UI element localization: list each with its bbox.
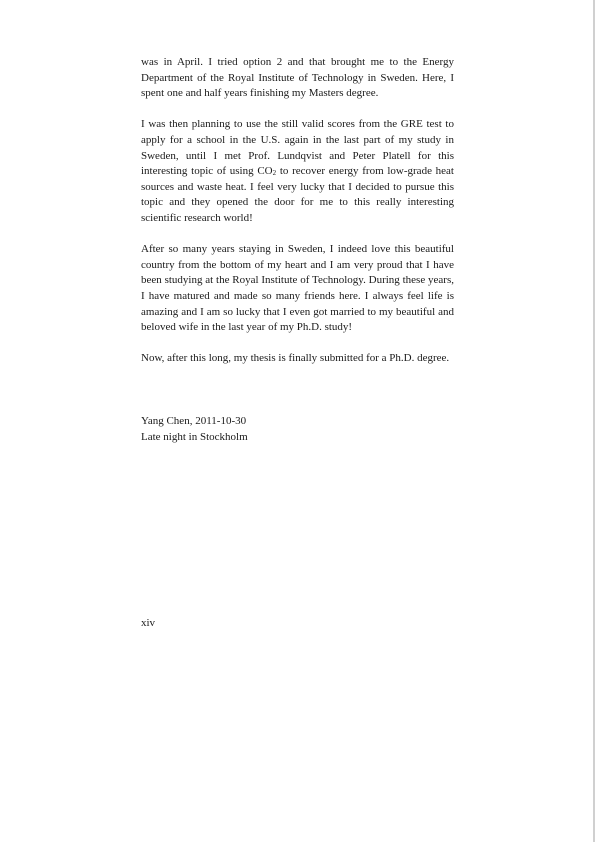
co2-subscript: 2 (272, 169, 277, 178)
page-number: xiv (141, 617, 156, 629)
paragraph-3: After so many years staying in Sweden, I indeed love this beautiful country from the bottom of my heart and I am very proud that I have been studying at the Royal Institute of Technology. During these years, I have matured and made so many friends here. I always feel life is amazing and I am so lucky that I even got married to my beautiful and beloved wife in the last year of my Ph.D. study! (141, 243, 454, 334)
paragraph-4: Now, after this long, my thesis is finally submitted for a Ph.D. degree. (141, 352, 450, 365)
body-text (141, 55, 454, 382)
paragraph-2 (141, 117, 454, 226)
paragraph-2-part-2: to recover energy from low-grade heat sources and waste heat. I feel very lucky that I decided to pursue this topic and they opened the door for me to this really interesting scientific research world! (141, 165, 454, 224)
signature-block (141, 414, 454, 445)
paragraph-2-part-1: I was then planning to use the still valid scores from the GRE test to apply for a school in the U.S. again in the last part of my study in Sweden, until I met Prof. Lundqvist and Peter Platell for this interesting topic of using CO (141, 118, 454, 178)
signature-place: Late night in Stockholm (141, 430, 248, 443)
signature-author-date: Yang Chen, 2011-10-30 (141, 415, 247, 427)
paragraph-1: was in April. I tried option 2 and that brought me to the Energy Department of the Royal Institute of Technology in Sweden. Here, I spent one and half years finishing my Masters degree. (141, 56, 454, 100)
